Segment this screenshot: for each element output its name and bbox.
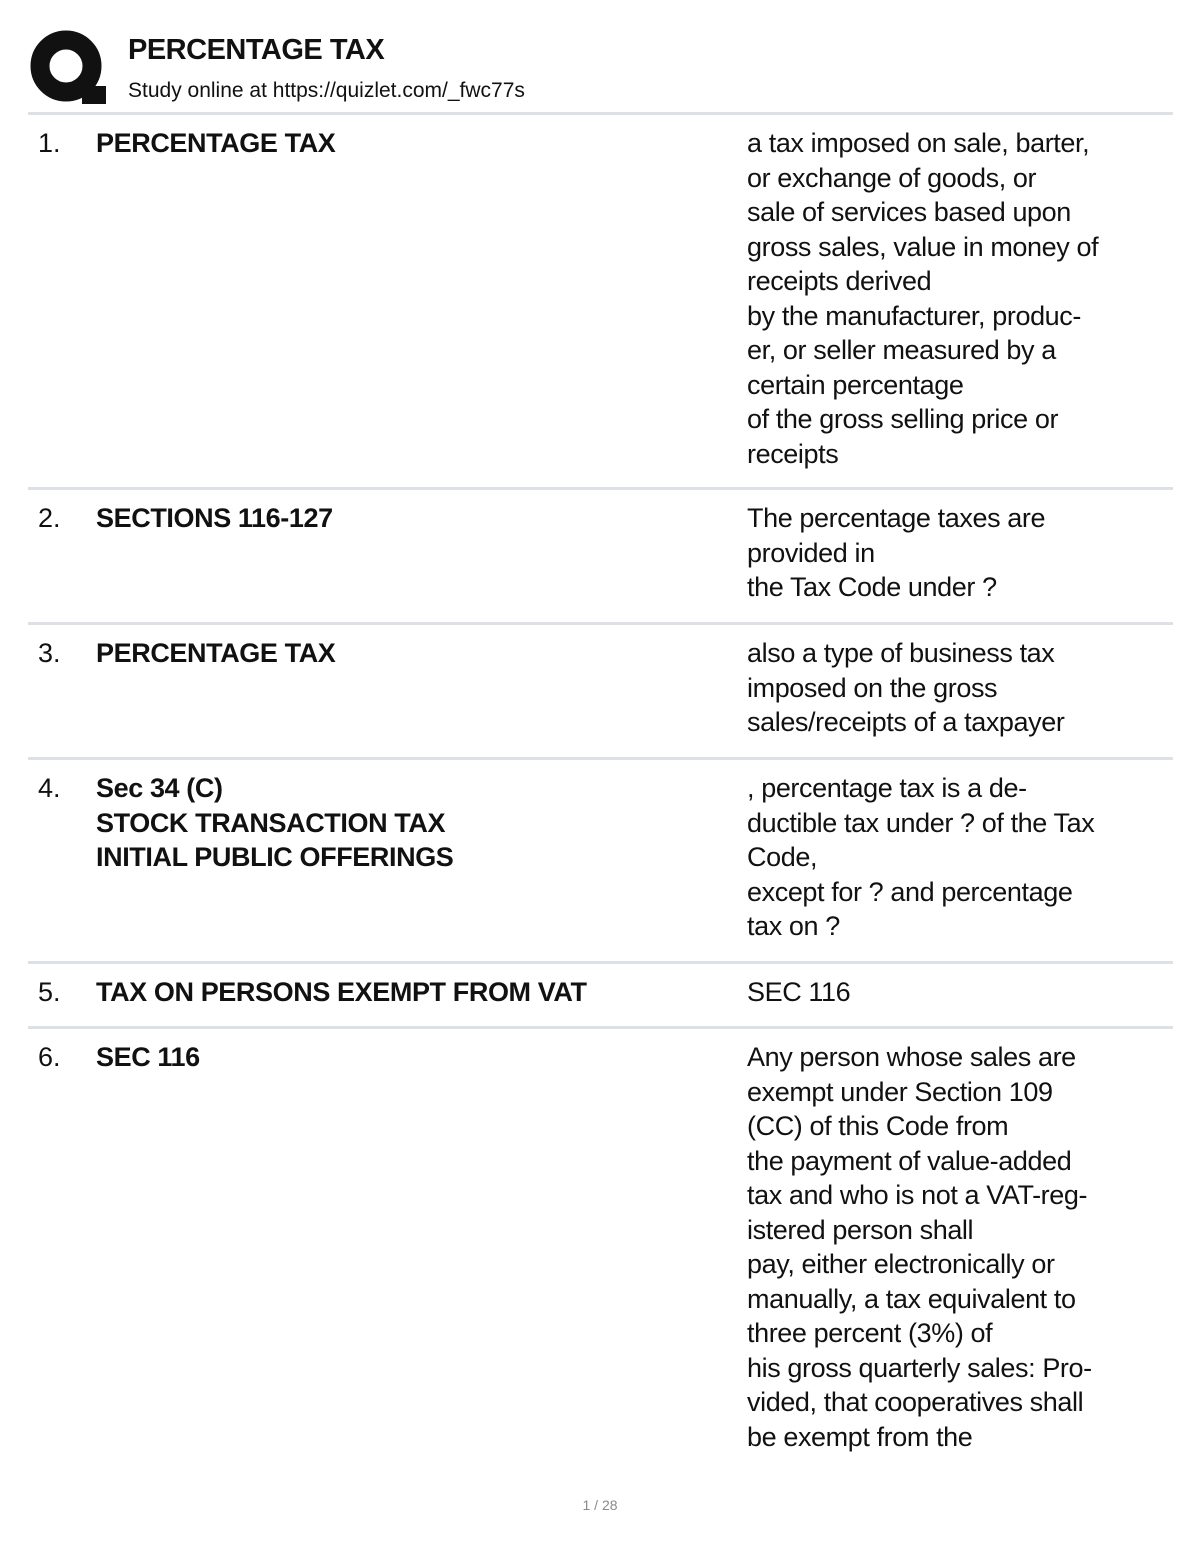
card-definition: , percentage tax is a de- ductible tax under ? of the Tax Code, except for ? and percentage tax on ? [747, 773, 1095, 941]
card-term: TAX ON PERSONS EXEMPT FROM VAT [96, 977, 587, 1007]
card-number: 3. [38, 638, 61, 668]
card-term: SECTIONS 116-127 [96, 503, 333, 533]
card-definition: The percentage taxes are provided in the Tax Code under ? [747, 503, 1046, 602]
card-term: Sec 34 (C) STOCK TRANSACTION TAX INITIAL PUBLIC OFFERINGS [96, 773, 454, 872]
document-header [30, 28, 1175, 110]
card-term: SEC 116 [96, 1042, 200, 1072]
card-definition: a tax imposed on sale, barter, or exchange of goods, or sale of services based upon gross sales, value in money of receipts derived by the manufacturer, produc- er, or seller measured by a certain percentage of the gross selling price or receipts [747, 128, 1099, 469]
divider [28, 622, 1173, 625]
study-online-link[interactable]: Study online at https://quizlet.com/_fwc77s [128, 79, 525, 102]
divider [28, 1026, 1173, 1029]
card-definition: also a type of business tax imposed on the gross sales/receipts of a taxpayer [747, 638, 1065, 737]
card-definition: SEC 116 [747, 977, 851, 1007]
card-number: 2. [38, 503, 61, 533]
card-number: 4. [38, 773, 61, 803]
document-title: PERCENTAGE TAX [128, 34, 385, 66]
divider [28, 112, 1173, 115]
card-term: PERCENTAGE TAX [96, 638, 336, 668]
card-number: 1. [38, 128, 61, 158]
card-definition: Any person whose sales are exempt under Section 109 (CC) of this Code from the payment of value-added tax and who is not a VAT-reg- istered person shall pay, either electronically or manually, a tax equivalent to three percent (3%) of his gross quarterly sales: Pro- vided, that cooperatives shall be exempt from the [747, 1042, 1092, 1452]
divider [28, 961, 1173, 964]
card-number: 6. [38, 1042, 61, 1072]
page-indicator: 1 / 28 [582, 1497, 618, 1513]
card-number: 5. [38, 977, 61, 1007]
card-term: PERCENTAGE TAX [96, 128, 336, 158]
quizlet-q-logo-icon [30, 30, 106, 106]
divider [28, 487, 1173, 490]
divider [28, 757, 1173, 760]
